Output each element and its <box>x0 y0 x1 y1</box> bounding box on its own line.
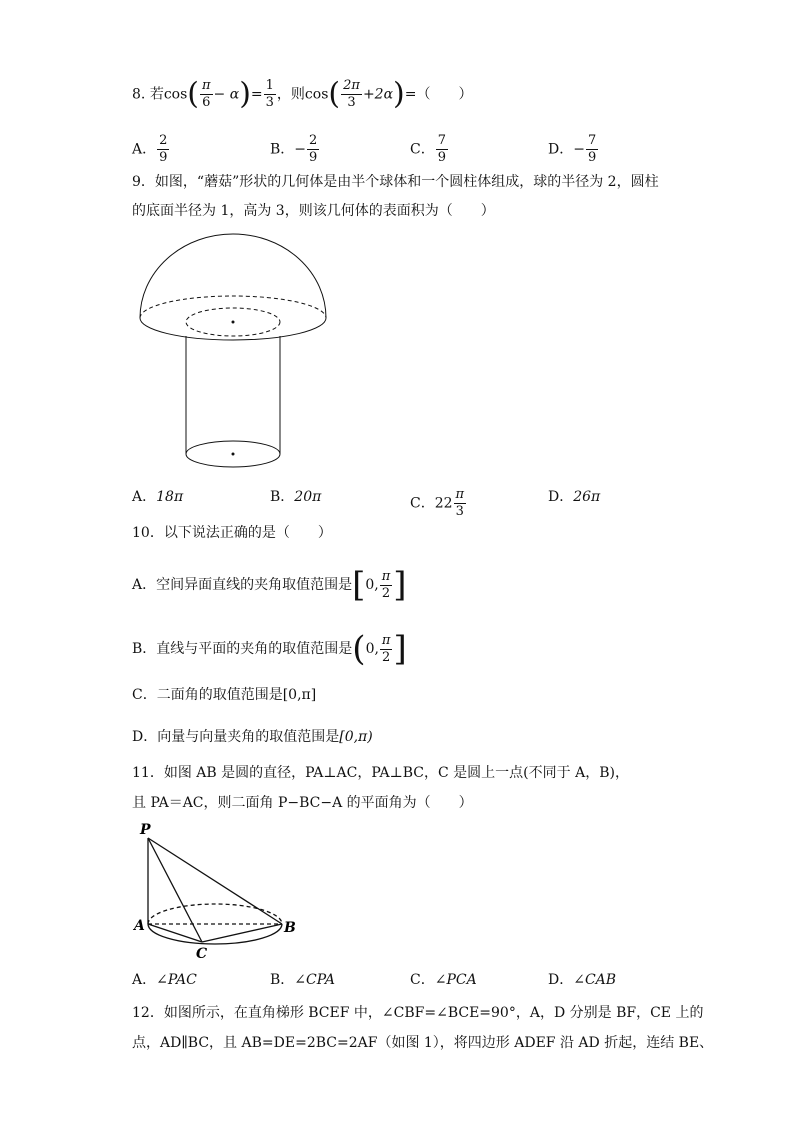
q11-option-a: A．∠PAC <box>132 972 197 988</box>
circle-base-front <box>148 924 282 944</box>
q12-stem-line1: 12．如图所示，在直角梯形 BCEF 中，∠CBF=∠BCE=90°，A，D 分别是 BF，CE 上的 <box>132 1005 704 1021</box>
q11-option-d: D．∠CAB <box>548 972 617 988</box>
q8-option-c: C． $\frac{7}{9}$ <box>410 133 446 165</box>
cone-figure <box>130 820 300 960</box>
label-c: C <box>196 946 208 960</box>
q9-option-a: A．18π <box>132 489 184 505</box>
q8-frac-2pi-3: $\frac{2\pi}{3}$ <box>343 78 360 110</box>
q11-stem-line2: 且 PA＝AC，则二面角 P−BC−A 的平面角为（ ） <box>132 795 473 811</box>
cylinder-bottom-front <box>186 454 280 467</box>
hemisphere-outline <box>140 234 326 318</box>
q9-option-d: D．26π <box>548 489 601 505</box>
mushroom-figure <box>138 232 338 472</box>
q10-option-b: B．直线与平面的夹角的取值范围是(0, $\frac{\pi}{2}$ ] <box>132 629 407 669</box>
label-p: P <box>140 822 151 838</box>
q10-option-c: C．二面角的取值范围是[0,π] <box>132 687 317 703</box>
q9-option-c: C．22 $\frac{\pi}{3}$ <box>410 487 465 519</box>
q11-option-c: C．∠PCA <box>410 972 477 988</box>
label-a: A <box>134 918 145 934</box>
q8-frac-pi-6: $\frac{\pi}{6}$ <box>202 78 211 110</box>
q11-stem-line1: 11．如图 AB 是圆的直径，PA⊥AC，PA⊥BC，C 是圆上一点(不同于 A，B)， <box>132 765 629 781</box>
segment-pb <box>148 838 282 924</box>
q8-option-a: A． $\frac{2}{9}$ <box>132 133 168 165</box>
q9-option-b: B．20π <box>270 489 322 505</box>
q11-option-b: B．∠CPA <box>270 972 335 988</box>
q8-stem: 8. 若cos( $\frac{\pi}{6}$ − α)= $\frac{1}{3}$ ，则cos( $\frac{2\pi}{3}$ +2α)=（ ） <box>132 76 473 112</box>
cylinder-bottom-back <box>186 441 280 454</box>
q12-stem-line2: 点，AD∥BC，且 AB=DE=2BC=2AF（如图 1），将四边形 ADEF 沿 AD 折起，连结 BE、 <box>132 1035 714 1051</box>
q8-option-d: D．− $\frac{7}{9}$ <box>548 133 597 165</box>
q9-stem-line1: 9．如图，“蘑菇”形状的几何体是由半个球体和一个圆柱体组成，球的半径为 2，圆柱 <box>132 174 659 190</box>
q8-frac-1-3: $\frac{1}{3}$ <box>265 78 274 110</box>
label-b: B <box>284 920 296 936</box>
q10-option-a: A．空间异面直线的夹角取值范围是[0, $\frac{\pi}{2}$ ] <box>132 565 407 605</box>
cylinder-bottom-center <box>232 453 235 456</box>
q10-option-d: D．向量与向量夹角的取值范围是[0,π) <box>132 729 373 745</box>
q9-stem-line2: 的底面半径为 1，高为 3，则该几何体的表面积为（ ） <box>132 203 495 219</box>
cylinder-top-center <box>232 321 235 324</box>
q10-stem: 10．以下说法正确的是（ ） <box>132 525 332 541</box>
q8-option-b: B．− $\frac{2}{9}$ <box>270 133 318 165</box>
circle-base-back <box>148 904 282 924</box>
hemisphere-base-back <box>140 296 326 318</box>
segment-cb <box>202 924 282 942</box>
